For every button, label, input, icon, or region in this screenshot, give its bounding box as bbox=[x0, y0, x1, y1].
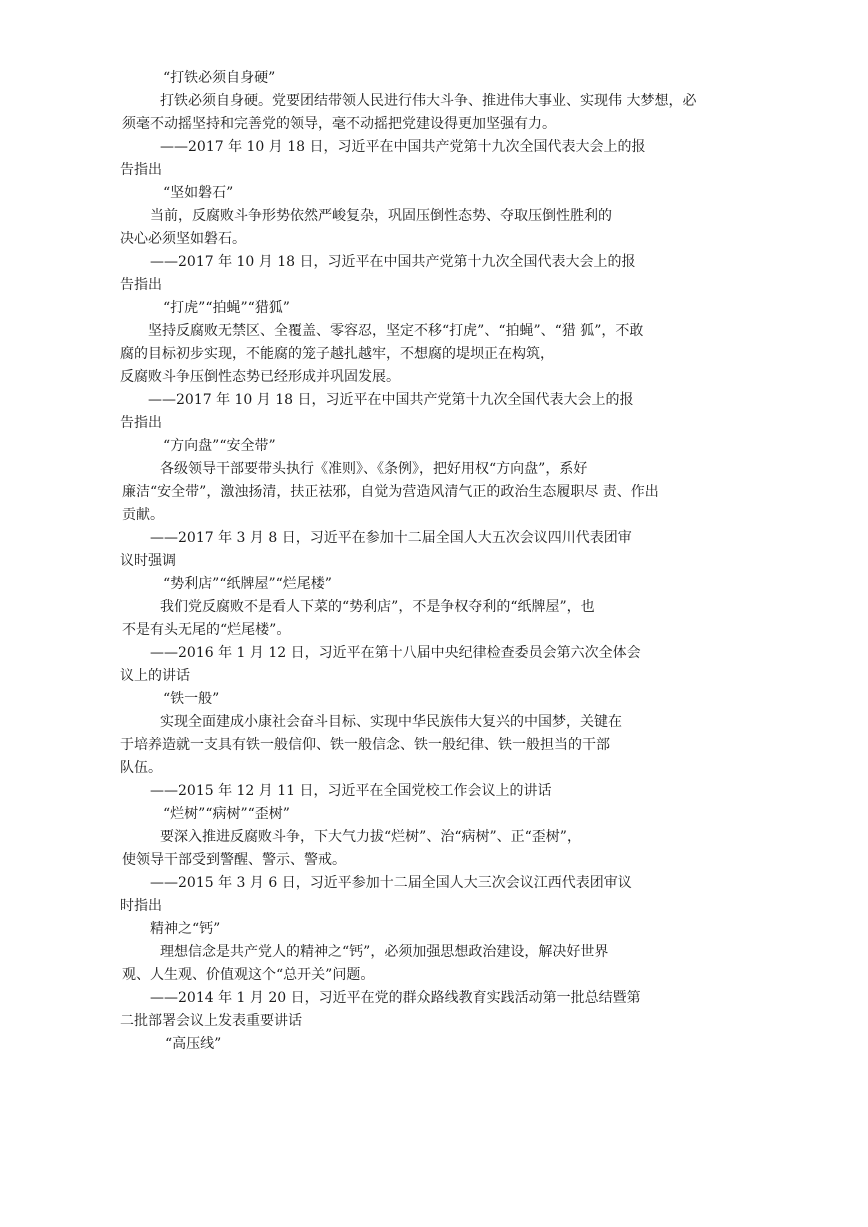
body-line: 理想信念是共产党人的精神之“钙”，必须加强思想政治建设，解决好世界 bbox=[160, 944, 609, 960]
body-line: 坚持反腐败无禁区、全覆盖、零容忍，坚定不移“打虎”、“拍蝇”、“猎 狐”，不敢 bbox=[148, 323, 644, 339]
source-line: ——2017 年 10 月 18 日，习近平在中国共产党第十九次全国代表大会上的报 bbox=[148, 392, 634, 408]
source-line: ——2016 年 1 月 12 日，习近平在第十八届中央纪律检查委员会第六次全体会 bbox=[150, 645, 641, 661]
body-line: 实现全面建成小康社会奋斗目标、实现中华民族伟大复兴的中国梦，关键在 bbox=[160, 714, 622, 730]
heading-line: “方向盘”“安全带” bbox=[163, 438, 276, 454]
heading-line: “烂树”“病树”“歪树” bbox=[163, 806, 290, 822]
source-line: ——2014 年 1 月 20 日，习近平在党的群众路线教育实践活动第一批总结暨第 bbox=[150, 990, 641, 1006]
source-line: 告指出 bbox=[120, 277, 162, 293]
heading-line: “铁一般” bbox=[163, 691, 220, 707]
body-line: 要深入推进反腐败斗争，下大气力拔“烂树”、治“病树”、正“歪树”， bbox=[160, 829, 581, 845]
body-line: 打铁必须自身硬。党要团结带领人民进行伟大斗争、推进伟大事业、实现伟 大梦想，必 bbox=[160, 93, 697, 109]
source-line: ——2015 年 12 月 11 日，习近平在全国党校工作会议上的讲话 bbox=[150, 783, 552, 799]
body-line: 各级领导干部要带头执行《准则》、《条例》，把好用权“方向盘”，系好 bbox=[160, 461, 588, 477]
source-line: 时指出 bbox=[120, 898, 162, 914]
source-line: ——2017 年 10 月 18 日，习近平在中国共产党第十九次全国代表大会上的报 bbox=[160, 139, 646, 155]
source-line: ——2017 年 3 月 8 日，习近平在参加十二届全国人大五次会议四川代表团审 bbox=[150, 530, 632, 546]
body-line: 我们党反腐败不是看人下菜的“势利店”，不是争权夺利的“纸牌屋”，也 bbox=[160, 599, 595, 615]
heading-line: “打铁必须自身硬” bbox=[163, 70, 276, 86]
body-line: 贡献。 bbox=[122, 507, 164, 523]
source-line: 议时强调 bbox=[120, 553, 176, 569]
heading-line: 精神之“钙” bbox=[150, 921, 221, 937]
body-line: 反腐败斗争压倒性态势已经形成并巩固发展。 bbox=[120, 369, 400, 385]
heading-line: “坚如磐石” bbox=[163, 185, 234, 201]
source-line: 议上的讲话 bbox=[120, 668, 190, 684]
heading-line: “打虎”“拍蝇”“猎狐” bbox=[163, 300, 290, 316]
source-line: 告指出 bbox=[120, 415, 162, 431]
body-line: 决心必须坚如磐石。 bbox=[120, 231, 246, 247]
source-line: 告指出 bbox=[120, 162, 162, 178]
heading-line: “高压线” bbox=[165, 1036, 222, 1052]
body-line: 不是有头无尾的“烂尾楼”。 bbox=[122, 622, 291, 638]
body-line: 当前，反腐败斗争形势依然严峻复杂，巩固压倒性态势、夺取压倒性胜利的 bbox=[150, 208, 612, 224]
body-line: 使领导干部受到警醒、警示、警戒。 bbox=[122, 852, 346, 868]
heading-line: “势利店”“纸牌屋”“烂尾楼” bbox=[163, 576, 332, 592]
body-line: 队伍。 bbox=[120, 760, 162, 776]
body-line: 腐的目标初步实现，不能腐的笼子越扎越牢，不想腐的堤坝正在构筑， bbox=[120, 346, 554, 362]
source-line: ——2017 年 10 月 18 日，习近平在中国共产党第十九次全国代表大会上的报 bbox=[150, 254, 636, 270]
body-line: 廉洁“安全带”，激浊扬清，扶正祛邪，自觉为营造风清气正的政治生态履职尽 责、作出 bbox=[122, 484, 659, 500]
body-line: 须毫不动摇坚持和完善党的领导，毫不动摇把党建设得更加坚强有力。 bbox=[122, 116, 556, 132]
source-line: ——2015 年 3 月 6 日，习近平参加十二届全国人大三次会议江西代表团审议 bbox=[150, 875, 632, 891]
body-line: 于培养造就一支具有铁一般信仰、铁一般信念、铁一般纪律、铁一般担当的干部 bbox=[120, 737, 610, 753]
body-line: 观、人生观、价值观这个“总开关”问题。 bbox=[122, 967, 375, 983]
source-line: 二批部署会议上发表重要讲话 bbox=[120, 1013, 302, 1029]
